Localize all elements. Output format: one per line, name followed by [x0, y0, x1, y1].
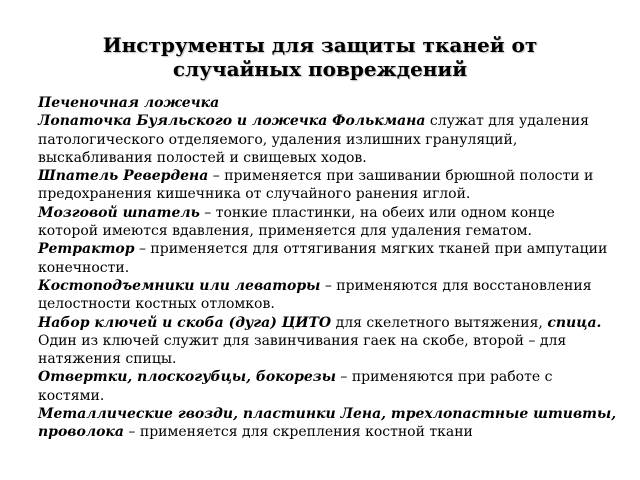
- entry-retractor: [38, 240, 618, 277]
- entry-term: Шпатель Ревердена: [38, 168, 209, 185]
- entry-description: – применяется для оттягивания мягких тканей при ампутации конечности.: [38, 241, 608, 276]
- entry-description: служат для удаления патологического отделяемого, удаления излишних грануляций, выскабливания полостей и свищевых ходов.: [38, 113, 589, 166]
- entry-term: Металлические гвозди, пластинки Лена, трехлопастные штивты, проволока: [38, 406, 617, 441]
- entry-term: Набор ключей и скоба (дуга) ЦИТО: [38, 314, 332, 331]
- entry-term: Печеночная ложечка: [38, 95, 220, 111]
- entry-term: Лопаточка Буяльского и ложечка Фолькмана: [38, 113, 426, 130]
- entry-term: Ретрактор: [38, 241, 135, 258]
- entry-description: для скелетного вытяжения,: [331, 314, 548, 331]
- slide-body: [38, 94, 618, 442]
- entry-reverden-spatula: [38, 167, 618, 204]
- slide-title-line-2: случайных повреждений: [172, 57, 468, 81]
- entry-elevators: [38, 277, 618, 314]
- entry-liver-spoon: [38, 94, 618, 112]
- entry-description: – применяется для скрепления костной ткани: [123, 424, 473, 441]
- slide-title: [40, 33, 600, 81]
- entry-brain-spatula: [38, 204, 618, 241]
- entry-screwdrivers: [38, 368, 618, 405]
- slide-title-line-1: Инструменты для защиты тканей от: [102, 33, 538, 57]
- entry-term: Мозговой шпатель: [38, 204, 200, 221]
- entry-term: Костоподъемники или леваторы: [38, 277, 321, 294]
- entry-term: Отвертки, плоскогубцы, бокорезы: [38, 369, 336, 386]
- entry-buyalsky-spatula: [38, 112, 618, 167]
- entry-term-wire: спица.: [547, 314, 602, 331]
- entry-cito-set: [38, 314, 618, 332]
- entry-description: – применяется при зашивании брюшной полости и предохранения кишечника от случайного ранения иглой.: [38, 168, 594, 203]
- entry-description: – тонкие пластинки, на обеих или одном конце которой имеются вдавления, применяется для удаления гематом.: [38, 204, 555, 240]
- entry-metal-fixators: [38, 405, 618, 442]
- entry-description: Один из ключей служит для завинчивания гаек на скобе, второй – для натяжения спицы.: [38, 332, 567, 368]
- entry-description: – применяются при работе с костями.: [38, 369, 553, 404]
- entry-keys-note: [38, 332, 618, 369]
- entry-description: – применяются для восстановления целостности костных отломков.: [38, 277, 592, 313]
